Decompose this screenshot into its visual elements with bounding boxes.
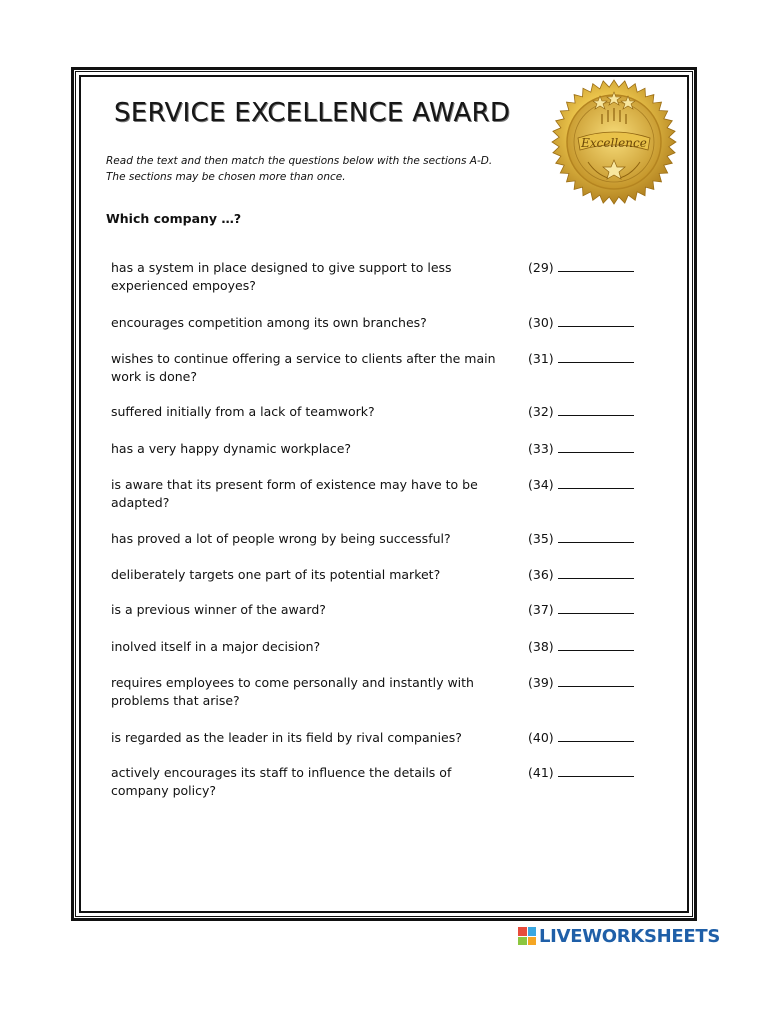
question-text-line: problems that arise? bbox=[111, 693, 240, 708]
answer-slot bbox=[528, 440, 634, 458]
answer-slot bbox=[528, 259, 634, 277]
answer-slot bbox=[528, 350, 634, 368]
question-text-line: requires employees to come personally and instantly with bbox=[111, 675, 474, 690]
question-number: (41) bbox=[528, 765, 554, 780]
question-number: (39) bbox=[528, 675, 554, 690]
question-text-line: is a previous winner of the award? bbox=[111, 602, 326, 617]
answer-blank[interactable] bbox=[558, 729, 634, 742]
question-text-line: is aware that its present form of existence may have to be bbox=[111, 477, 478, 492]
question-text bbox=[111, 259, 519, 295]
instructions-line-1: Read the text and then match the questions below with the sections A-D. bbox=[106, 155, 493, 167]
liveworksheets-logo-icon bbox=[518, 927, 536, 945]
answer-slot bbox=[528, 530, 634, 548]
question-text-line: suffered initially from a lack of teamwork? bbox=[111, 404, 375, 419]
worksheet-title: SERVICE EXCELLENCE AWARD bbox=[114, 98, 511, 128]
question-prompt: Which company …? bbox=[106, 211, 242, 226]
question-number: (31) bbox=[528, 351, 554, 366]
answer-blank[interactable] bbox=[558, 314, 634, 327]
answer-blank[interactable] bbox=[558, 259, 634, 272]
question-text-line: encourages competition among its own branches? bbox=[111, 315, 427, 330]
question-text bbox=[111, 566, 519, 584]
seal-text: Excellence bbox=[581, 136, 647, 150]
answer-blank[interactable] bbox=[558, 350, 634, 363]
answer-blank[interactable] bbox=[558, 440, 634, 453]
question-text-line: wishes to continue offering a service to clients after the main bbox=[111, 351, 496, 366]
answer-slot bbox=[528, 314, 634, 332]
answer-blank[interactable] bbox=[558, 674, 634, 687]
question-number: (35) bbox=[528, 531, 554, 546]
question-text-line: actively encourages its staff to influence the details of bbox=[111, 765, 452, 780]
question-text bbox=[111, 314, 519, 332]
question-text bbox=[111, 440, 519, 458]
question-text bbox=[111, 530, 519, 548]
question-number: (32) bbox=[528, 404, 554, 419]
answer-slot bbox=[528, 476, 634, 494]
question-text-line: inolved itself in a major decision? bbox=[111, 639, 321, 654]
question-text bbox=[111, 350, 519, 386]
answer-blank[interactable] bbox=[558, 476, 634, 489]
answer-blank[interactable] bbox=[558, 764, 634, 777]
answer-blank[interactable] bbox=[558, 403, 634, 416]
instructions-line-2: The sections may be chosen more than once. bbox=[106, 171, 346, 183]
answer-slot bbox=[528, 403, 634, 421]
liveworksheets-brand bbox=[518, 925, 720, 947]
question-text-line: adapted? bbox=[111, 495, 170, 510]
question-text-line: has proved a lot of people wrong by being successful? bbox=[111, 531, 451, 546]
answer-slot bbox=[528, 566, 634, 584]
question-text bbox=[111, 403, 519, 421]
question-text-line: work is done? bbox=[111, 369, 198, 384]
answer-slot bbox=[528, 638, 634, 656]
excellence-seal-icon bbox=[544, 78, 684, 208]
question-number: (36) bbox=[528, 567, 554, 582]
answer-slot bbox=[528, 601, 634, 619]
question-text-line: has a system in place designed to give support to less bbox=[111, 260, 452, 275]
question-text bbox=[111, 674, 519, 710]
question-text bbox=[111, 729, 519, 747]
question-text bbox=[111, 476, 519, 512]
answer-blank[interactable] bbox=[558, 530, 634, 543]
answer-blank[interactable] bbox=[558, 601, 634, 614]
question-text-line: deliberately targets one part of its potential market? bbox=[111, 567, 441, 582]
question-number: (34) bbox=[528, 477, 554, 492]
question-text-line: is regarded as the leader in its field by rival companies? bbox=[111, 730, 462, 745]
question-number: (38) bbox=[528, 639, 554, 654]
question-text bbox=[111, 601, 519, 619]
brand-text: LIVEWORKSHEETS bbox=[539, 925, 721, 947]
answer-slot bbox=[528, 729, 634, 747]
question-number: (40) bbox=[528, 730, 554, 745]
question-text bbox=[111, 638, 519, 656]
answer-blank[interactable] bbox=[558, 566, 634, 579]
question-number: (30) bbox=[528, 315, 554, 330]
question-number: (33) bbox=[528, 441, 554, 456]
question-number: (29) bbox=[528, 260, 554, 275]
answer-slot bbox=[528, 674, 634, 692]
question-text-line: company policy? bbox=[111, 783, 217, 798]
answer-slot bbox=[528, 764, 634, 782]
question-number: (37) bbox=[528, 602, 554, 617]
question-text bbox=[111, 764, 519, 800]
question-text-line: has a very happy dynamic workplace? bbox=[111, 441, 352, 456]
answer-blank[interactable] bbox=[558, 638, 634, 651]
question-text-line: experienced empoyes? bbox=[111, 278, 256, 293]
